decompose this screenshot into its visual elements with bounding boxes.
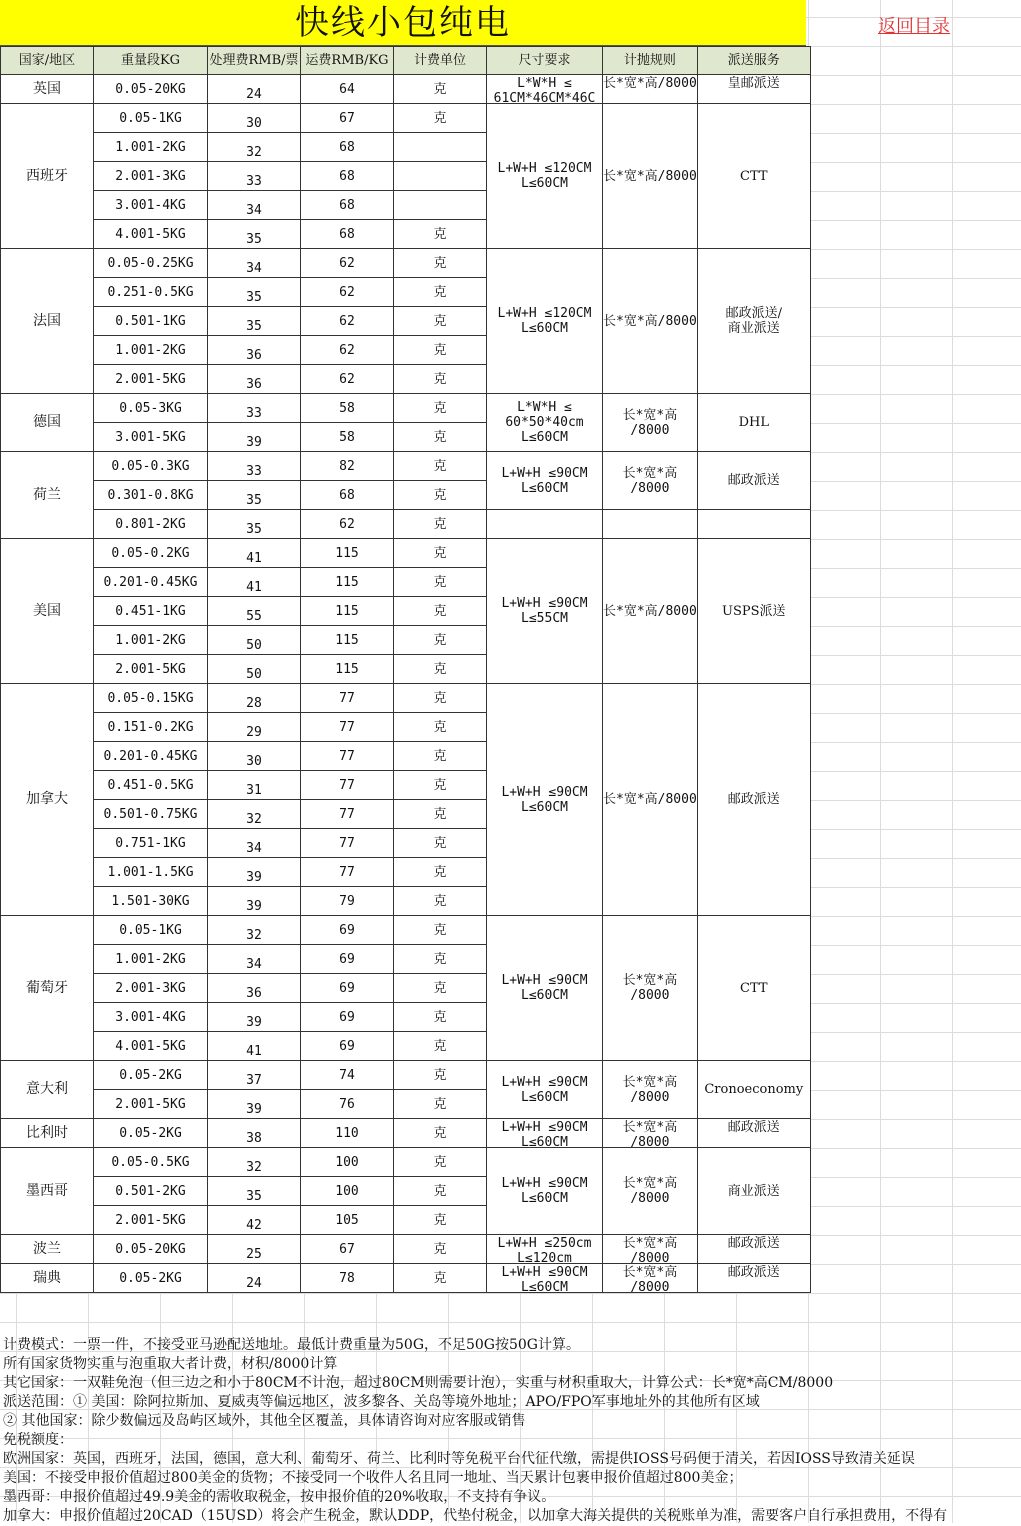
- size-text: L*W*H ≤ 61CM*46CM*46C: [493, 75, 596, 103]
- billing-unit-cell: 克: [394, 481, 487, 510]
- freight-rate-cell: 68: [301, 481, 394, 510]
- freight-rate-cell: 62: [301, 278, 394, 307]
- billing-unit-cell: 克: [394, 1206, 487, 1235]
- handling-fee-cell: 39: [208, 858, 301, 887]
- country-cell: 荷兰: [1, 452, 94, 539]
- size-requirement-cell: L+W+H ≤90CM L≤60CM: [487, 916, 603, 1061]
- billing-unit-cell: 克: [394, 249, 487, 278]
- country-cell: 德国: [1, 394, 94, 452]
- table-row: [1, 1061, 811, 1090]
- handling-fee-cell: 41: [208, 1032, 301, 1061]
- size-requirement-cell: [487, 1119, 603, 1148]
- column-header: 重量段KG: [94, 47, 208, 75]
- handling-fee-cell: 42: [208, 1206, 301, 1235]
- volumetric-rule-cell: [603, 1264, 698, 1293]
- handling-fee-cell: 35: [208, 220, 301, 249]
- billing-unit-cell: 克: [394, 771, 487, 800]
- handling-fee-cell: 50: [208, 626, 301, 655]
- billing-unit-cell: [394, 162, 487, 191]
- delivery-service-cell: 商业派送: [697, 1148, 810, 1235]
- billing-unit-cell: [394, 133, 487, 162]
- volumetric-rule-cell: 长*宽*高/8000: [603, 539, 698, 684]
- freight-rate-cell: 79: [301, 887, 394, 916]
- freight-rate-cell: 100: [301, 1148, 394, 1177]
- size-requirement-cell: L+W+H ≤90CM L≤60CM: [487, 1148, 603, 1235]
- note-line: ② 其他国家：除少数偏远及岛屿区域外，其他全区覆盖，具体请咨询对应客服或销售: [3, 1413, 526, 1429]
- size-requirement-cell: L+W+H ≤120CM L≤60CM: [487, 249, 603, 394]
- column-header: 派送服务: [697, 47, 810, 75]
- delivery-service-cell: [697, 1264, 810, 1293]
- volumetric-rule-cell: [603, 1235, 698, 1264]
- size-requirement-cell: [487, 1235, 603, 1264]
- weight-band-cell: 0.05-0.2KG: [94, 539, 208, 568]
- freight-rate-cell: 77: [301, 713, 394, 742]
- weight-band-cell: 0.05-0.5KG: [94, 1148, 208, 1177]
- empty-cell: [603, 510, 698, 539]
- handling-fee-cell: 31: [208, 771, 301, 800]
- freight-rate-cell: 69: [301, 1032, 394, 1061]
- country-cell: 法国: [1, 249, 94, 394]
- freight-rate-cell: 115: [301, 626, 394, 655]
- column-header: 处理费RMB/票: [208, 47, 301, 75]
- weight-band-cell: 0.201-0.45KG: [94, 568, 208, 597]
- volumetric-rule-cell: 长*宽*高/8000: [603, 684, 698, 916]
- weight-band-cell: 0.801-2KG: [94, 510, 208, 539]
- billing-unit-cell: 克: [394, 626, 487, 655]
- handling-fee-cell: 37: [208, 1061, 301, 1090]
- volumetric-rule-cell: [603, 1119, 698, 1148]
- rate-table: [0, 46, 811, 1293]
- back-to-index-link[interactable]: 返回目录: [878, 16, 950, 37]
- billing-unit-cell: 克: [394, 800, 487, 829]
- delivery-service-cell: CTT: [697, 916, 810, 1061]
- handling-fee-cell: 32: [208, 1148, 301, 1177]
- handling-fee-cell: 39: [208, 887, 301, 916]
- service-text: 邮政派送: [727, 1235, 780, 1251]
- volumetric-rule-cell: 长*宽*高 /8000: [603, 1148, 698, 1235]
- table-row: [1, 1264, 811, 1293]
- rule-text: 长*宽*高/8000: [603, 75, 697, 91]
- freight-rate-cell: 69: [301, 945, 394, 974]
- billing-unit-cell: 克: [394, 510, 487, 539]
- volumetric-rule-cell: 长*宽*高 /8000: [603, 1061, 698, 1119]
- handling-fee-cell: 32: [208, 800, 301, 829]
- weight-band-cell: 0.201-0.45KG: [94, 742, 208, 771]
- handling-fee-cell: 24: [208, 75, 301, 104]
- delivery-service-cell: 邮政派送: [697, 452, 810, 510]
- weight-band-cell: 1.001-2KG: [94, 133, 208, 162]
- weight-band-cell: 2.001-3KG: [94, 974, 208, 1003]
- volumetric-rule-cell: [603, 75, 698, 104]
- weight-band-cell: 2.001-5KG: [94, 1206, 208, 1235]
- handling-fee-cell: 33: [208, 452, 301, 481]
- freight-rate-cell: 62: [301, 510, 394, 539]
- weight-band-cell: 1.001-2KG: [94, 945, 208, 974]
- size-requirement-cell: L+W+H ≤90CM L≤55CM: [487, 539, 603, 684]
- billing-unit-cell: 克: [394, 1003, 487, 1032]
- service-text: 邮政派送: [727, 1264, 780, 1280]
- delivery-service-cell: Cronoeconomy: [697, 1061, 810, 1119]
- table-row: [1, 394, 811, 423]
- size-requirement-cell: L+W+H ≤120CM L≤60CM: [487, 104, 603, 249]
- delivery-service-cell: DHL: [697, 394, 810, 452]
- billing-unit-cell: 克: [394, 568, 487, 597]
- billing-unit-cell: 克: [394, 597, 487, 626]
- weight-band-cell: 1.501-30KG: [94, 887, 208, 916]
- freight-rate-cell: 68: [301, 191, 394, 220]
- handling-fee-cell: 35: [208, 278, 301, 307]
- handling-fee-cell: 41: [208, 539, 301, 568]
- billing-unit-cell: 克: [394, 307, 487, 336]
- billing-unit-cell: 克: [394, 742, 487, 771]
- weight-band-cell: 0.05-2KG: [94, 1061, 208, 1090]
- weight-band-cell: 0.05-3KG: [94, 394, 208, 423]
- freight-rate-cell: 74: [301, 1061, 394, 1090]
- handling-fee-cell: 28: [208, 684, 301, 713]
- handling-fee-cell: 30: [208, 742, 301, 771]
- billing-unit-cell: 克: [394, 365, 487, 394]
- weight-band-cell: 2.001-3KG: [94, 162, 208, 191]
- table-row: [1, 452, 811, 481]
- table-row: [1, 104, 811, 133]
- billing-unit-cell: 克: [394, 539, 487, 568]
- freight-rate-cell: 105: [301, 1206, 394, 1235]
- size-text: L+W+H ≤250cm L≤120cm: [497, 1235, 592, 1263]
- notes-section: [3, 1336, 1021, 1526]
- billing-unit-cell: 克: [394, 1264, 487, 1293]
- weight-band-cell: 0.05-0.25KG: [94, 249, 208, 278]
- volumetric-rule-cell: 长*宽*高/8000: [603, 104, 698, 249]
- handling-fee-cell: 35: [208, 510, 301, 539]
- billing-unit-cell: 克: [394, 945, 487, 974]
- freight-rate-cell: 77: [301, 742, 394, 771]
- billing-unit-cell: 克: [394, 336, 487, 365]
- billing-unit-cell: 克: [394, 829, 487, 858]
- billing-unit-cell: 克: [394, 75, 487, 104]
- delivery-service-cell: [697, 1235, 810, 1264]
- weight-band-cell: 0.151-0.2KG: [94, 713, 208, 742]
- country-cell: 英国: [1, 75, 94, 104]
- country-cell: 加拿大: [1, 684, 94, 916]
- handling-fee-cell: 25: [208, 1235, 301, 1264]
- rule-text: 长*宽*高 /8000: [622, 1235, 678, 1263]
- handling-fee-cell: 41: [208, 568, 301, 597]
- freight-rate-cell: 67: [301, 104, 394, 133]
- freight-rate-cell: 115: [301, 655, 394, 684]
- column-header: 尺寸要求: [487, 47, 603, 75]
- weight-band-cell: 3.001-4KG: [94, 1003, 208, 1032]
- note-line: 加拿大：申报价值超过20CAD（15USD）将会产生税金，默认DDP，代垫付税金，以加拿大海关提供的关税账单为准，需要客户自行承担费用，不得有: [3, 1508, 948, 1524]
- billing-unit-cell: 克: [394, 452, 487, 481]
- delivery-service-cell: [697, 1119, 810, 1148]
- delivery-service-cell: USPS派送: [697, 539, 810, 684]
- weight-band-cell: 0.05-20KG: [94, 75, 208, 104]
- freight-rate-cell: 68: [301, 133, 394, 162]
- country-cell: 葡萄牙: [1, 916, 94, 1061]
- table-row: [1, 684, 811, 713]
- billing-unit-cell: 克: [394, 1061, 487, 1090]
- billing-unit-cell: 克: [394, 104, 487, 133]
- billing-unit-cell: 克: [394, 887, 487, 916]
- table-header-row: [1, 47, 811, 75]
- rule-text: 长*宽*高 /8000: [622, 1119, 678, 1147]
- freight-rate-cell: 110: [301, 1119, 394, 1148]
- freight-rate-cell: 64: [301, 75, 394, 104]
- handling-fee-cell: 39: [208, 1090, 301, 1119]
- freight-rate-cell: 115: [301, 539, 394, 568]
- handling-fee-cell: 32: [208, 916, 301, 945]
- freight-rate-cell: 77: [301, 800, 394, 829]
- rule-text: 长*宽*高 /8000: [622, 1264, 678, 1292]
- note-line: 所有国家货物实重与泡重取大者计费，材积/8000计算: [3, 1356, 338, 1372]
- weight-band-cell: 4.001-5KG: [94, 1032, 208, 1061]
- note-line: 派送范围：① 美国：除阿拉斯加、夏威夷等偏远地区，波多黎各、关岛等境外地址；APO/FPO军事地址外的其他所有区域: [3, 1394, 760, 1410]
- billing-unit-cell: 克: [394, 1090, 487, 1119]
- freight-rate-cell: 68: [301, 220, 394, 249]
- billing-unit-cell: [394, 191, 487, 220]
- weight-band-cell: 2.001-5KG: [94, 1090, 208, 1119]
- handling-fee-cell: 30: [208, 104, 301, 133]
- freight-rate-cell: 69: [301, 1003, 394, 1032]
- freight-rate-cell: 62: [301, 365, 394, 394]
- table-row: [1, 249, 811, 278]
- country-cell: 瑞典: [1, 1264, 94, 1293]
- freight-rate-cell: 77: [301, 858, 394, 887]
- column-header: 计抛规则: [603, 47, 698, 75]
- freight-rate-cell: 69: [301, 974, 394, 1003]
- handling-fee-cell: 32: [208, 133, 301, 162]
- billing-unit-cell: 克: [394, 1119, 487, 1148]
- weight-band-cell: 0.05-2KG: [94, 1264, 208, 1293]
- size-requirement-cell: [487, 1264, 603, 1293]
- weight-band-cell: 0.05-1KG: [94, 916, 208, 945]
- country-cell: 墨西哥: [1, 1148, 94, 1235]
- handling-fee-cell: 33: [208, 394, 301, 423]
- billing-unit-cell: 克: [394, 1148, 487, 1177]
- handling-fee-cell: 39: [208, 423, 301, 452]
- handling-fee-cell: 33: [208, 162, 301, 191]
- weight-band-cell: 1.001-2KG: [94, 336, 208, 365]
- size-requirement-cell: L+W+H ≤90CM L≤60CM: [487, 684, 603, 916]
- billing-unit-cell: 克: [394, 220, 487, 249]
- delivery-service-cell: [697, 75, 810, 104]
- handling-fee-cell: 39: [208, 1003, 301, 1032]
- delivery-service-cell: CTT: [697, 104, 810, 249]
- country-cell: 比利时: [1, 1119, 94, 1148]
- note-line: 欧洲国家：英国，西班牙，法国，德国，意大利、葡萄牙、荷兰、比利时等免税平台代征代缴，需提供IOSS号码便于清关，若因IOSS导致清关延误: [3, 1451, 915, 1467]
- note-line: 其它国家：一双鞋免泡（但三边之和小于80CM不计泡，超过80CM则需要计泡），实重与材积重取大，计算公式：长*宽*高CM/8000: [3, 1375, 834, 1391]
- handling-fee-cell: 36: [208, 974, 301, 1003]
- handling-fee-cell: 24: [208, 1264, 301, 1293]
- freight-rate-cell: 69: [301, 916, 394, 945]
- handling-fee-cell: 34: [208, 945, 301, 974]
- handling-fee-cell: 34: [208, 249, 301, 278]
- column-header: 国家/地区: [1, 47, 94, 75]
- note-line: 免税额度：: [3, 1432, 73, 1448]
- country-cell: 意大利: [1, 1061, 94, 1119]
- delivery-service-cell: 邮政派送/ 商业派送: [697, 249, 810, 394]
- freight-rate-cell: 68: [301, 162, 394, 191]
- note-line: 墨西哥：申报价值超过49.9美金的需收取税金，按申报价值的20%收取，不支持有争议。: [3, 1489, 556, 1505]
- weight-band-cell: 0.05-0.15KG: [94, 684, 208, 713]
- handling-fee-cell: 35: [208, 1177, 301, 1206]
- country-cell: 美国: [1, 539, 94, 684]
- weight-band-cell: 2.001-5KG: [94, 365, 208, 394]
- size-requirement-cell: L+W+H ≤90CM L≤60CM: [487, 1061, 603, 1119]
- size-requirement-cell: [487, 75, 603, 104]
- table-row: [1, 510, 811, 539]
- country-cell: 波兰: [1, 1235, 94, 1264]
- weight-band-cell: 2.001-5KG: [94, 655, 208, 684]
- size-requirement-cell: L*W*H ≤ 60*50*40cm L≤60CM: [487, 394, 603, 452]
- weight-band-cell: 0.05-20KG: [94, 1235, 208, 1264]
- weight-band-cell: 0.251-0.5KG: [94, 278, 208, 307]
- handling-fee-cell: 55: [208, 597, 301, 626]
- handling-fee-cell: 50: [208, 655, 301, 684]
- sheet-title: 快线小包纯电: [0, 0, 806, 46]
- weight-band-cell: 0.501-1KG: [94, 307, 208, 336]
- weight-band-cell: 0.451-1KG: [94, 597, 208, 626]
- handling-fee-cell: 35: [208, 481, 301, 510]
- weight-band-cell: 0.05-0.3KG: [94, 452, 208, 481]
- handling-fee-cell: 29: [208, 713, 301, 742]
- freight-rate-cell: 77: [301, 829, 394, 858]
- size-text: L+W+H ≤90CM L≤60CM: [501, 1119, 588, 1147]
- billing-unit-cell: 克: [394, 858, 487, 887]
- freight-rate-cell: 100: [301, 1177, 394, 1206]
- table-row: [1, 916, 811, 945]
- freight-rate-cell: 82: [301, 452, 394, 481]
- billing-unit-cell: 克: [394, 278, 487, 307]
- billing-unit-cell: 克: [394, 713, 487, 742]
- handling-fee-cell: 34: [208, 191, 301, 220]
- weight-band-cell: 0.501-0.75KG: [94, 800, 208, 829]
- note-line: 计费模式：一票一件，不接受亚马逊配送地址。最低计费重量为50G，不足50G按50G计算。: [3, 1337, 580, 1353]
- freight-rate-cell: 58: [301, 423, 394, 452]
- table-body: [1, 75, 811, 1293]
- weight-band-cell: 0.05-2KG: [94, 1119, 208, 1148]
- handling-fee-cell: 38: [208, 1119, 301, 1148]
- billing-unit-cell: 克: [394, 1177, 487, 1206]
- empty-cell: [697, 510, 810, 539]
- freight-rate-cell: 76: [301, 1090, 394, 1119]
- column-header: 运费RMB/KG: [301, 47, 394, 75]
- table-row: [1, 1148, 811, 1177]
- service-text: 皇邮派送: [727, 75, 780, 91]
- weight-band-cell: 0.05-1KG: [94, 104, 208, 133]
- weight-band-cell: 3.001-5KG: [94, 423, 208, 452]
- handling-fee-cell: 34: [208, 829, 301, 858]
- handling-fee-cell: 35: [208, 307, 301, 336]
- weight-band-cell: 0.751-1KG: [94, 829, 208, 858]
- freight-rate-cell: 115: [301, 597, 394, 626]
- freight-rate-cell: 77: [301, 771, 394, 800]
- billing-unit-cell: 克: [394, 394, 487, 423]
- volumetric-rule-cell: 长*宽*高 /8000: [603, 916, 698, 1061]
- volumetric-rule-cell: 长*宽*高 /8000: [603, 394, 698, 452]
- column-header: 计费单位: [394, 47, 487, 75]
- weight-band-cell: 1.001-1.5KG: [94, 858, 208, 887]
- billing-unit-cell: 克: [394, 974, 487, 1003]
- table-row: [1, 539, 811, 568]
- freight-rate-cell: 77: [301, 684, 394, 713]
- billing-unit-cell: 克: [394, 655, 487, 684]
- billing-unit-cell: 克: [394, 916, 487, 945]
- size-requirement-cell: L+W+H ≤90CM L≤60CM: [487, 452, 603, 510]
- billing-unit-cell: 克: [394, 684, 487, 713]
- volumetric-rule-cell: 长*宽*高/8000: [603, 249, 698, 394]
- service-text: 邮政派送: [727, 1119, 780, 1135]
- country-cell: 西班牙: [1, 104, 94, 249]
- table-row: [1, 1119, 811, 1148]
- billing-unit-cell: 克: [394, 1235, 487, 1264]
- handling-fee-cell: 36: [208, 336, 301, 365]
- handling-fee-cell: 36: [208, 365, 301, 394]
- size-text: L+W+H ≤90CM L≤60CM: [501, 1264, 588, 1292]
- freight-rate-cell: 62: [301, 249, 394, 278]
- freight-rate-cell: 62: [301, 336, 394, 365]
- freight-rate-cell: 62: [301, 307, 394, 336]
- freight-rate-cell: 78: [301, 1264, 394, 1293]
- weight-band-cell: 0.301-0.8KG: [94, 481, 208, 510]
- table-row: [1, 1235, 811, 1264]
- freight-rate-cell: 58: [301, 394, 394, 423]
- delivery-service-cell: 邮政派送: [697, 684, 810, 916]
- weight-band-cell: 0.501-2KG: [94, 1177, 208, 1206]
- weight-band-cell: 0.451-0.5KG: [94, 771, 208, 800]
- weight-band-cell: 4.001-5KG: [94, 220, 208, 249]
- empty-cell: [487, 510, 603, 539]
- note-line: 美国：不接受申报价值超过800美金的货物；不接受同一个收件人名且同一地址、当天累计包裹申报价值超过800美金；: [3, 1470, 743, 1486]
- freight-rate-cell: 115: [301, 568, 394, 597]
- weight-band-cell: 3.001-4KG: [94, 191, 208, 220]
- table-row: [1, 75, 811, 104]
- billing-unit-cell: 克: [394, 1032, 487, 1061]
- weight-band-cell: 1.001-2KG: [94, 626, 208, 655]
- volumetric-rule-cell: 长*宽*高 /8000: [603, 452, 698, 510]
- billing-unit-cell: 克: [394, 423, 487, 452]
- freight-rate-cell: 67: [301, 1235, 394, 1264]
